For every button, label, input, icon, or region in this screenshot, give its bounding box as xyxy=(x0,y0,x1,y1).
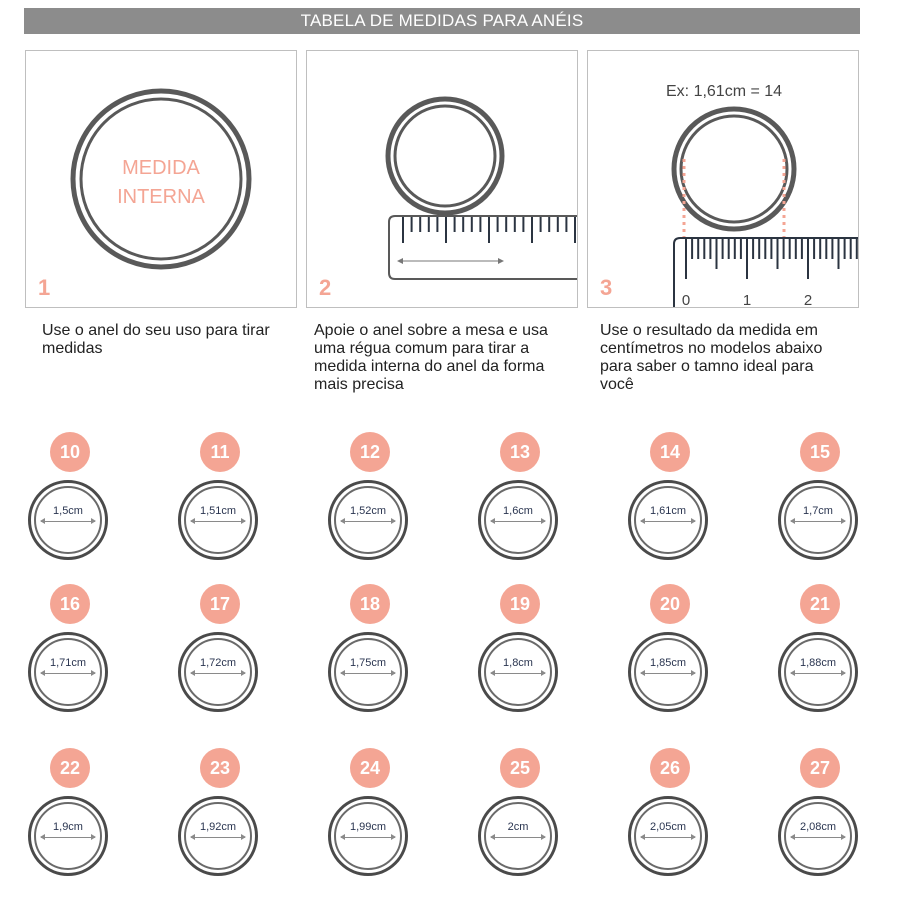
diameter-arrow xyxy=(491,673,545,674)
ring-icon xyxy=(778,632,858,712)
size-badge: 17 xyxy=(200,584,240,624)
size-badge: 27 xyxy=(800,748,840,788)
size-cell xyxy=(326,432,416,572)
diameter-arrow xyxy=(641,673,695,674)
diameter-arrow xyxy=(191,837,245,838)
diameter-arrow xyxy=(41,521,95,522)
size-badge: 16 xyxy=(50,584,90,624)
size-cell xyxy=(626,584,716,724)
step-number: 2 xyxy=(319,275,332,300)
ring-icon xyxy=(628,796,708,876)
diameter-arrow xyxy=(41,837,95,838)
ring-measure-label: 1,71cm xyxy=(49,657,87,669)
size-cell xyxy=(176,748,266,888)
ring-icon xyxy=(328,632,408,712)
size-badge: 11 xyxy=(200,432,240,472)
ring-measure-label: 1,8cm xyxy=(503,657,533,669)
diameter-arrow xyxy=(791,521,845,522)
step-panel-2 xyxy=(306,50,578,308)
ring-measure-label: 1,88cm xyxy=(799,657,837,669)
ring-icon xyxy=(628,632,708,712)
size-badge: 26 xyxy=(650,748,690,788)
diameter-arrow xyxy=(791,837,845,838)
ring-measure-label: 1,75cm xyxy=(349,657,387,669)
page-title: TABELA DE MEDIDAS PARA ANÉIS xyxy=(24,8,860,34)
size-badge: 24 xyxy=(350,748,390,788)
ring-icon xyxy=(778,480,858,560)
diameter-arrow xyxy=(41,673,95,674)
size-cell xyxy=(776,748,866,888)
size-badge: 22 xyxy=(50,748,90,788)
size-cell xyxy=(26,584,116,724)
size-cell xyxy=(776,432,866,572)
ring-measure-label: 1,5cm xyxy=(53,505,83,517)
diameter-arrow xyxy=(491,837,545,838)
diameter-arrow xyxy=(791,673,845,674)
diameter-arrow xyxy=(341,521,395,522)
step-number: 3 xyxy=(600,275,613,300)
step-description-1: Use o anel do seu uso para tirar medidas xyxy=(42,322,270,357)
diameter-arrow xyxy=(491,521,545,522)
ring-measure-label: 2,08cm xyxy=(799,821,837,833)
size-cell xyxy=(476,748,566,888)
step-panel-1 xyxy=(25,50,297,308)
ring-icon xyxy=(478,796,558,876)
ring-measure-label: 2,05cm xyxy=(649,821,687,833)
ring-icon xyxy=(478,480,558,560)
size-cell xyxy=(26,748,116,888)
size-cell xyxy=(476,584,566,724)
size-badge: 19 xyxy=(500,584,540,624)
ring-measure-label: 1,7cm xyxy=(803,505,833,517)
diameter-arrow xyxy=(341,837,395,838)
ruler-label-0: 0 xyxy=(681,292,691,309)
size-cell xyxy=(476,432,566,572)
ruler-label-1: 1 xyxy=(742,292,752,309)
ring-text-line2: INTERNA xyxy=(117,186,205,208)
ring-measure-label: 1,52cm xyxy=(349,505,387,517)
size-cell xyxy=(176,584,266,724)
size-badge: 13 xyxy=(500,432,540,472)
ring-measure-label: 1,92cm xyxy=(199,821,237,833)
size-cell xyxy=(776,584,866,724)
ring-measure-label: 1,99cm xyxy=(349,821,387,833)
diameter-arrow xyxy=(191,673,245,674)
ring-measure-label: 1,72cm xyxy=(199,657,237,669)
size-badge: 25 xyxy=(500,748,540,788)
size-badge: 14 xyxy=(650,432,690,472)
step-number: 1 xyxy=(38,275,51,300)
ring-text-line1: MEDIDA xyxy=(122,157,200,179)
ring-measure-label: 1,9cm xyxy=(53,821,83,833)
step-panel-3 xyxy=(587,50,859,308)
ring-measure-illustration xyxy=(588,51,859,308)
size-cell xyxy=(176,432,266,572)
size-cell xyxy=(626,432,716,572)
size-badge: 20 xyxy=(650,584,690,624)
ring-measure-label: 1,51cm xyxy=(199,505,237,517)
ring-icon xyxy=(28,480,108,560)
ring-icon xyxy=(28,632,108,712)
ring-icon xyxy=(178,796,258,876)
diameter-arrow xyxy=(641,521,695,522)
size-badge: 18 xyxy=(350,584,390,624)
size-badge: 15 xyxy=(800,432,840,472)
ring-icon xyxy=(328,796,408,876)
ring-measure-label: 1,85cm xyxy=(649,657,687,669)
diameter-arrow xyxy=(191,521,245,522)
size-cell xyxy=(626,748,716,888)
ring-icon xyxy=(178,480,258,560)
ring-icon xyxy=(328,480,408,560)
ring-measure-label: 1,6cm xyxy=(503,505,533,517)
size-cell xyxy=(26,432,116,572)
ruler-label-2: 2 xyxy=(803,292,813,309)
ring-icon xyxy=(178,632,258,712)
ring-measure-label: 1,61cm xyxy=(649,505,687,517)
ring-icon xyxy=(478,632,558,712)
ring-icon xyxy=(628,480,708,560)
diameter-arrow xyxy=(641,837,695,838)
size-badge: 21 xyxy=(800,584,840,624)
ring-measure-label: 2cm xyxy=(507,821,529,833)
diameter-arrow xyxy=(341,673,395,674)
step-description-3: Use o resultado da medida em centímetros no modelos abaixo para saber o tamno ideal para você xyxy=(600,322,823,393)
ring-on-ruler-illustration xyxy=(307,51,578,308)
ring-icon xyxy=(28,796,108,876)
size-badge: 10 xyxy=(50,432,90,472)
step-description-2: Apoie o anel sobre a mesa e usa uma régua comum para tirar a medida interna do anel da forma mais precisa xyxy=(314,322,548,393)
size-badge: 23 xyxy=(200,748,240,788)
size-cell xyxy=(326,748,416,888)
ring-icon xyxy=(778,796,858,876)
size-badge: 12 xyxy=(350,432,390,472)
example-text: Ex: 1,61cm = 14 xyxy=(666,83,783,100)
size-cell xyxy=(326,584,416,724)
